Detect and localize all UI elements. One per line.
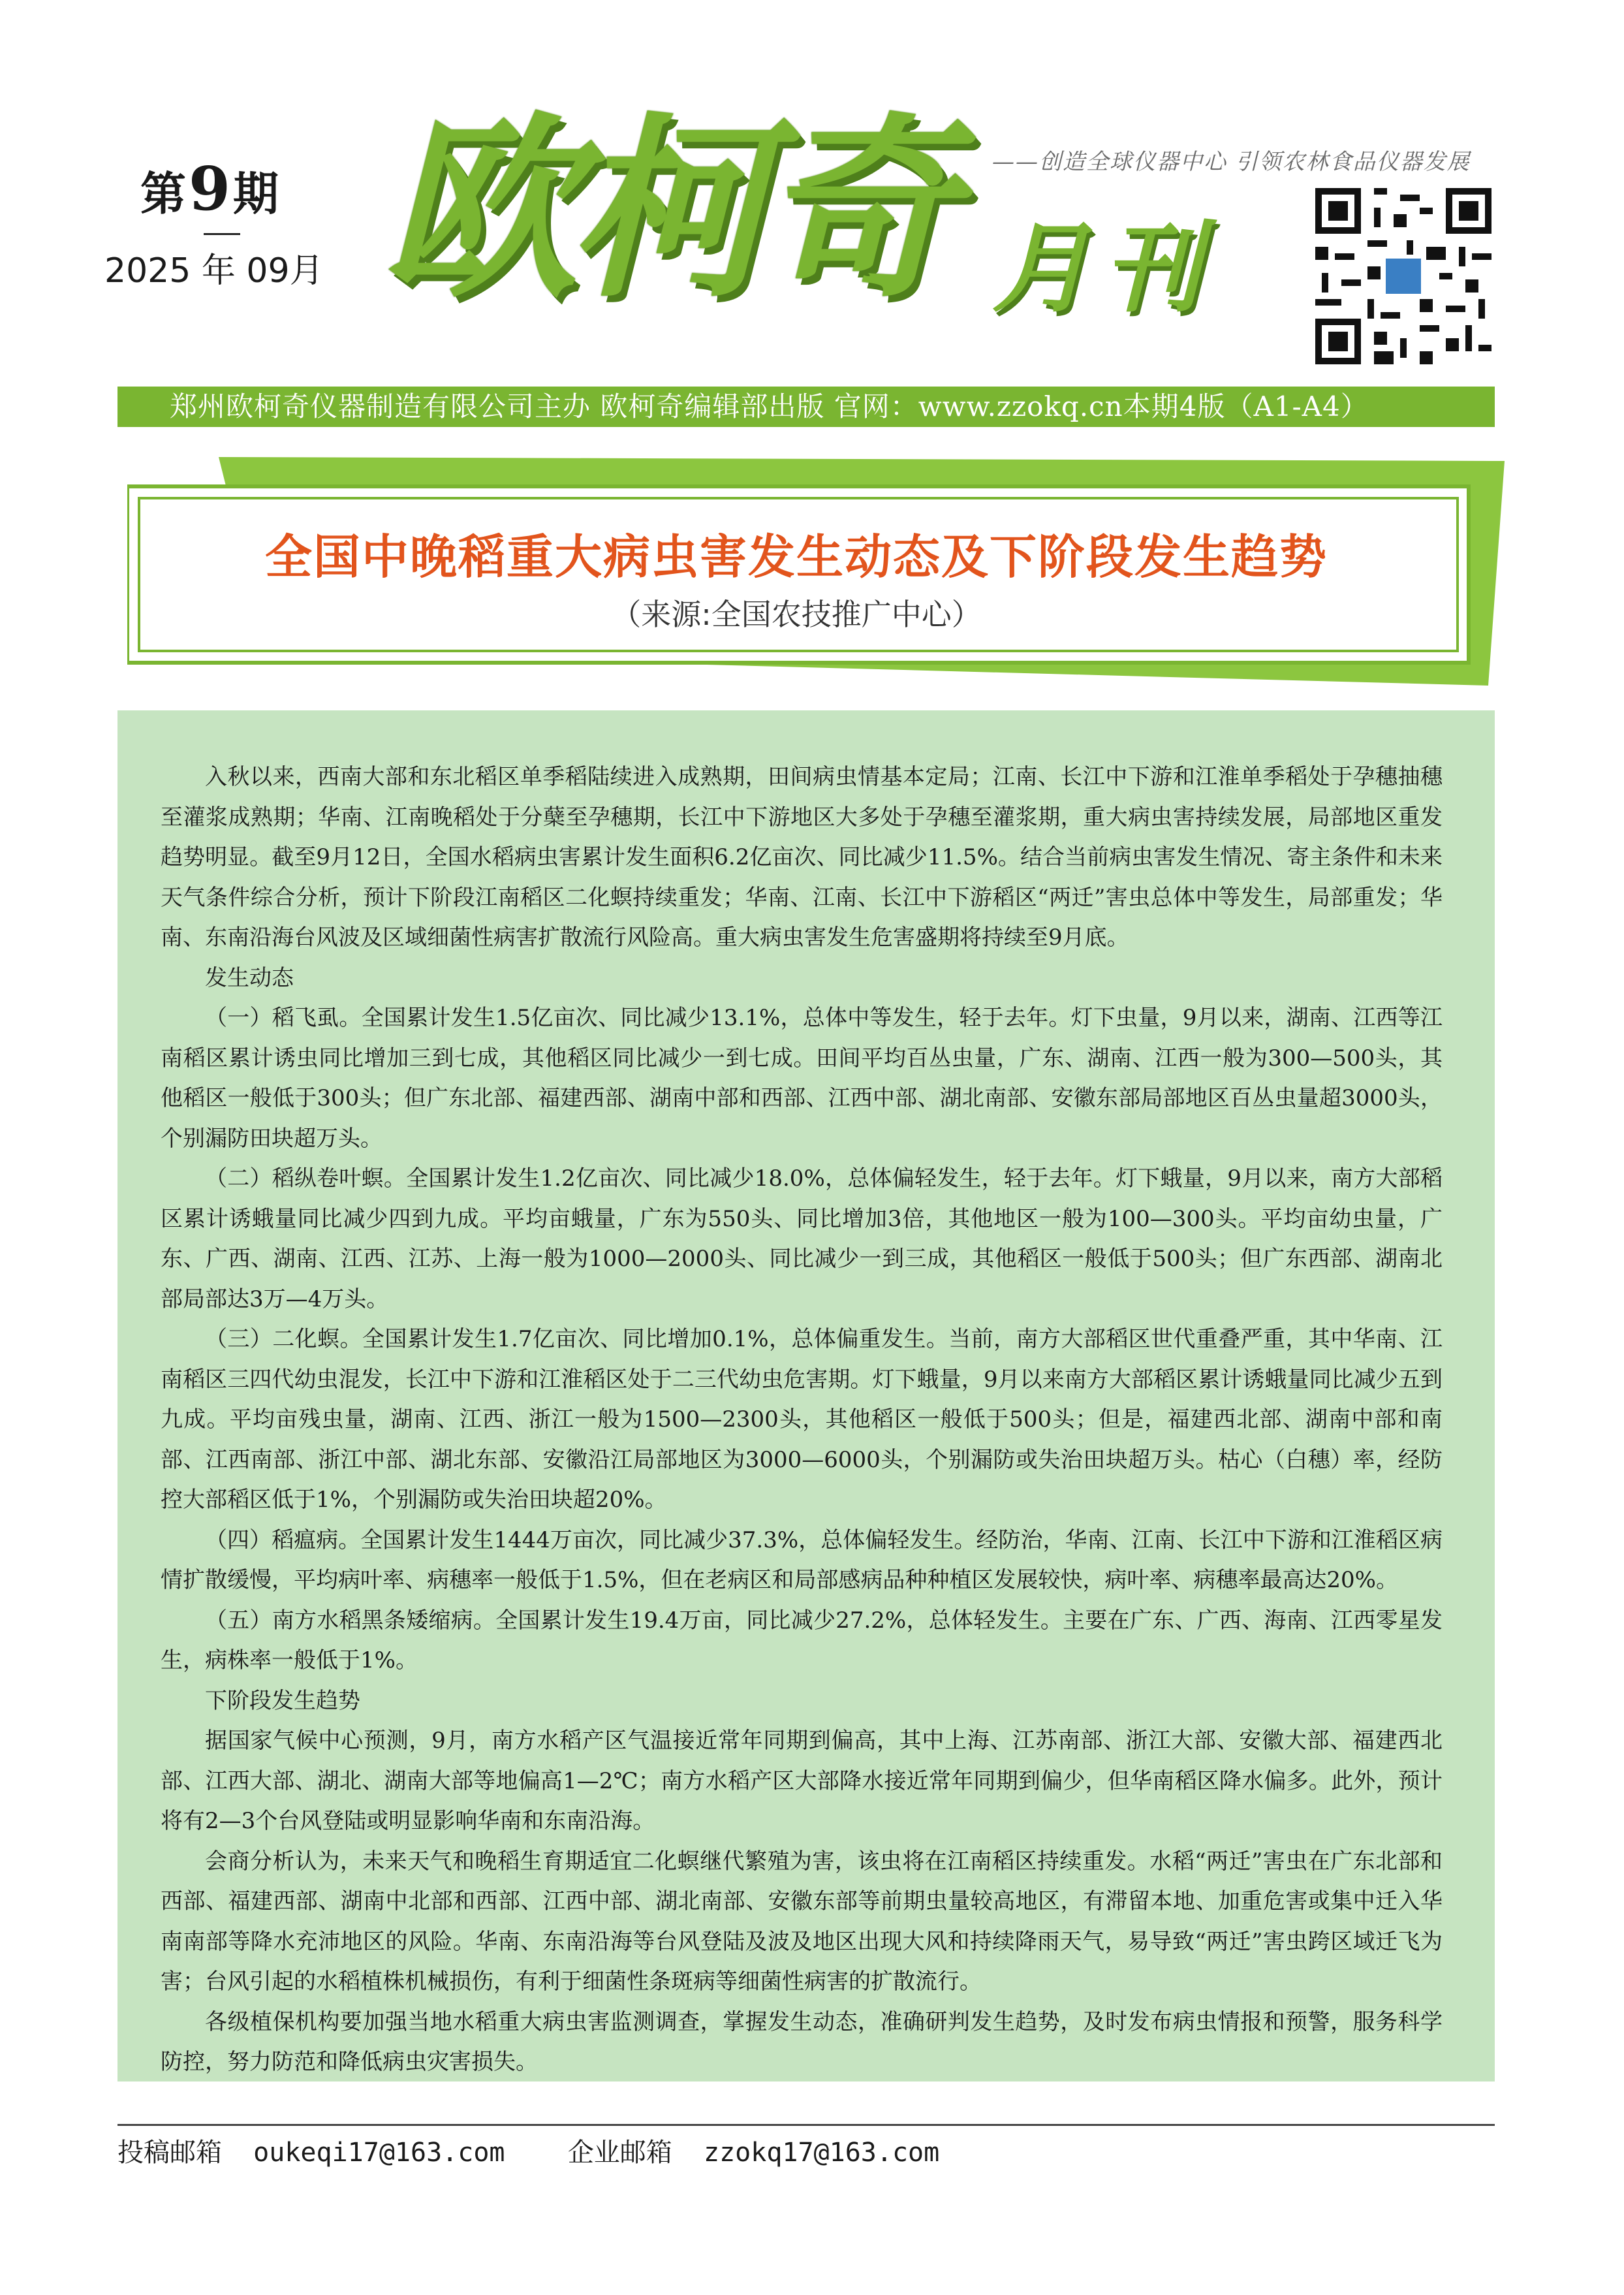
issue-number — [140, 153, 281, 224]
company-email[interactable]: zzokq17@163.com — [703, 2138, 940, 2168]
slogan: ——创造全球仪器中心 引领农林食品仪器发展 — [992, 149, 1471, 175]
body-paragraph: （五）南方水稻黑条矮缩病。全国累计发生19.4万亩，同比减少27.2%，总体轻发生。主要在广东、广西、海南、江西零星发生，病株率一般低于1%。 — [161, 1607, 1443, 1673]
company-email-label: 企业邮箱 — [567, 2138, 672, 2168]
issue-divider — [204, 233, 240, 235]
section-heading: 下阶段发生趋势 — [205, 1687, 360, 1714]
brand-subtitle: 月刊 — [992, 211, 1215, 326]
body-paragraph: （四）稻瘟病。全国累计发生1444万亩次，同比减少37.3%，总体偏轻发生。经防治，华南、江南、长江中下游和江淮稻区病情扩散缓慢，平均病叶率、病穗率一般低于1.5%，但在老病区和局部感病品种种植区发展较快，病叶率、病穗率最高达20%。 — [161, 1527, 1443, 1593]
article-body — [117, 710, 1495, 2081]
body-paragraph: 据国家气候中心预测，9月，南方水稻产区气温接近常年同期到偏高，其中上海、江苏南部、浙江大部、安徽大部、福建西北部、江西大部、湖北、湖南大部等地偏高1—2℃；南方水稻产区大部降水接近常年同期到偏少，但华南稻区降水偏多。此外，预计将有2—3个台风登陆或明显影响华南和东南沿海。 — [161, 1728, 1443, 1834]
body-paragraph: （一）稻飞虱。全国累计发生1.5亿亩次、同比减少13.1%，总体中等发生，轻于去年。灯下虫量，9月以来，湖南、江西等江南稻区累计诱虫同比增加三到七成，其他稻区同比减少一到七成。田间平均百丛虫量，广东、湖南、江西一般为300—500头，其他稻区一般低于300头；但广东北部、福建西部、湖南中部和西部、江西中部、湖北南部、安徽东部局部地区百丛虫量超3000头，个别漏防田块超万头。 — [161, 1005, 1443, 1152]
body-paragraph: （二）稻纵卷叶螟。全国累计发生1.2亿亩次、同比减少18.0%，总体偏轻发生，轻于去年。灯下蛾量，9月以来，南方大部稻区累计诱蛾量同比减少四到九成。平均亩蛾量，广东为550头、同比增加3倍，其他地区一般为100—300头。平均亩幼虫量，广东、广西、湖南、江西、江苏、上海一般为1000—2000头、同比减少一到三成，其他稻区一般低于500头；但广东西部、湖南北部局部达3万—4万头。 — [161, 1165, 1443, 1312]
footer-divider — [117, 2124, 1495, 2126]
issue-suffix: 期 — [233, 166, 282, 221]
body-paragraph: （三）二化螟。全国累计发生1.7亿亩次、同比增加0.1%，总体偏重发生。当前，南方大部稻区世代重叠严重，其中华南、江南稻区三四代幼虫混发，长江中下游和江淮稻区处于二三代幼虫危害期。灯下蛾量，9月以来南方大部稻区累计诱蛾量同比减少五到九成。平均亩残虫量，湖南、江西、浙江一般为1500—2300头，其他稻区一般低于500头；但是，福建西北部、湖南中部和南部、江西南部、浙江中部、湖北东部、安徽沿江局部地区为3000—6000头，个别漏防或失治田块超万头。枯心（白穗）率，经防控大部稻区低于1%，个别漏防或失治田块超20%。 — [161, 1326, 1443, 1513]
brand-logo: 欧柯奇 — [382, 93, 950, 324]
body-paragraph: 会商分析认为，未来天气和晚稻生育期适宜二化螟继代繁殖为害，该虫将在江南稻区持续重发。水稻“两迁”害虫在广东北部和西部、福建西部、湖南中北部和西部、江西中部、湖北南部、安徽东部等前期虫量较高地区，有滞留本地、加重危害或集中迁入华南南部等降水充沛地区的风险。华南、东南沿海等台风登陆及波及地区出现大风和持续降雨天气，易导致“两迁”害虫跨区域迁飞为害；台风引起的水稻植株机械损伤，有利于细菌性条斑病等细菌性病害的扩散流行。 — [161, 1848, 1443, 1995]
issue-number-value: 9 — [189, 153, 234, 224]
article-source: （来源:全国农技推广中心） — [611, 597, 982, 632]
submit-email-label: 投稿邮箱 — [117, 2138, 222, 2168]
issue-date: 2025 年 09月 — [104, 251, 324, 291]
intro-paragraph: 入秋以来，西南大部和东北稻区单季稻陆续进入成熟期，田间病虫情基本定局；江南、长江中下游和江淮单季稻处于孕穗抽穗至灌浆成熟期；华南、江南晚稻处于分蘖至孕穗期，长江中下游地区大多处于孕穗至灌浆期，重大病虫害持续发展，局部地区重发趋势明显。截至9月12日，全国水稻病虫害累计发生面积6.2亿亩次、同比减少11.5%。结合当前病虫害发生情况、寄主条件和未来天气条件综合分析，预计下阶段江南稻区二化螟持续重发；华南、江南、长江中下游稻区“两迁”害虫总体中等发生，局部重发；华南、东南沿海台风波及区域细菌性病害扩散流行风险高。重大病虫害发生危害盛期将持续至9月底。 — [161, 764, 1443, 951]
info-bar: 郑州欧柯奇仪器制造有限公司主办 欧柯奇编辑部出版 官网：www.zzokq.cn本期4版（A1-A4） — [117, 387, 1495, 427]
body-paragraph: 各级植保机构要加强当地水稻重大病虫害监测调查，掌握发生动态，准确研判发生趋势，及时发布病虫情报和预警，服务科学防控，努力防范和降低病虫灾害损失。 — [161, 2008, 1443, 2075]
article-title: 全国中晚稻重大病虫害发生动态及下阶段发生趋势 — [264, 530, 1328, 584]
submit-email[interactable]: oukeqi17@163.com — [253, 2138, 505, 2168]
qr-code-icon[interactable] — [1315, 188, 1491, 364]
footer — [117, 2132, 939, 2169]
section-heading: 发生动态 — [205, 964, 294, 991]
issue-prefix: 第 — [140, 166, 189, 221]
